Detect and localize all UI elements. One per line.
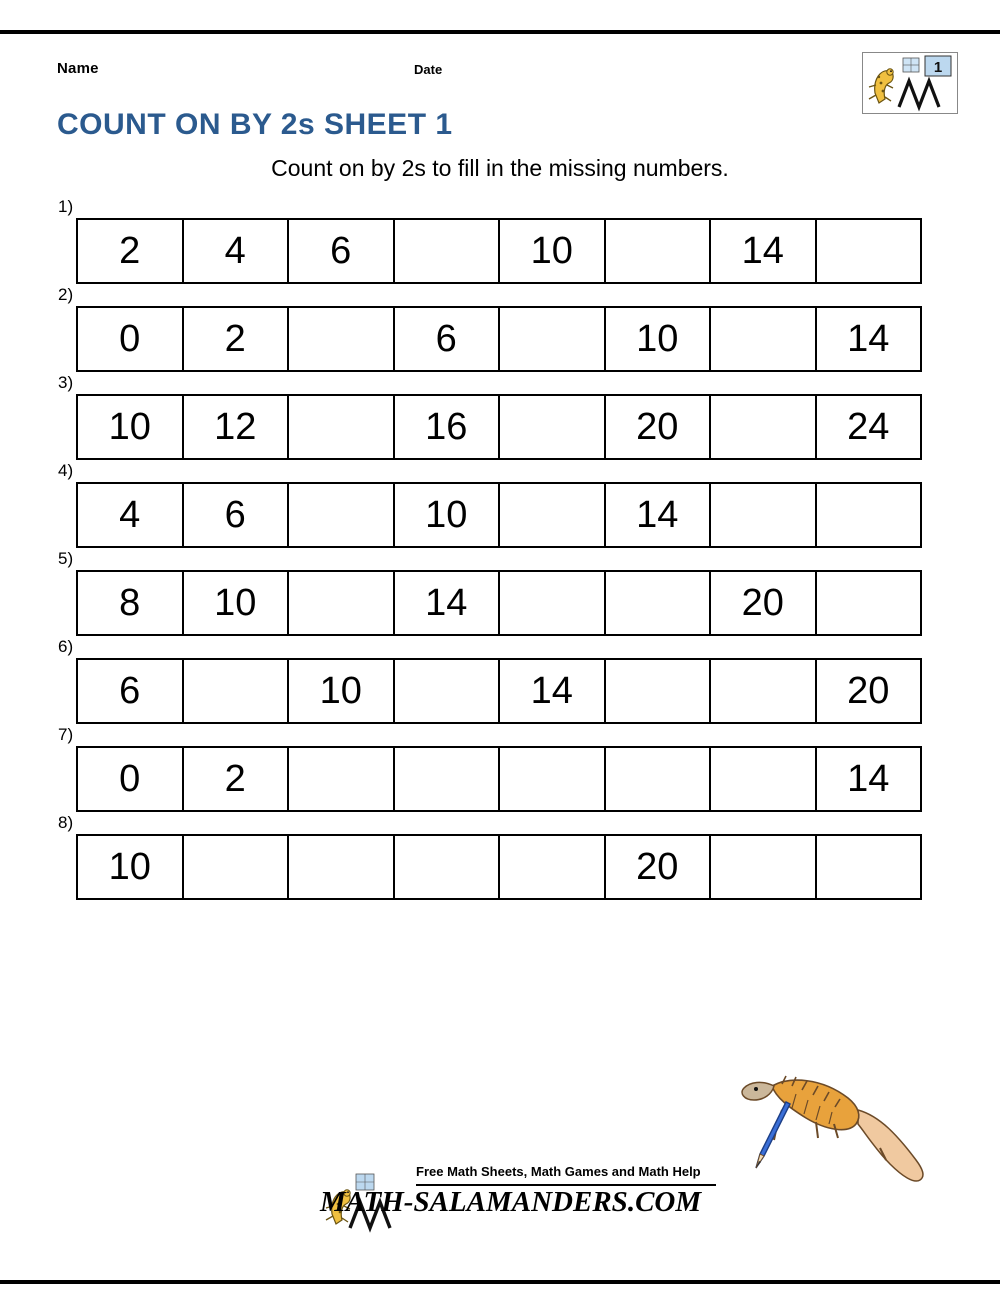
- sequence-row: [76, 834, 922, 900]
- instructions: Count on by 2s to fill in the missing numbers.: [271, 155, 729, 181]
- salamander-logo-icon: [863, 53, 957, 113]
- sequence-cell[interactable]: [817, 836, 921, 898]
- sequence-cell[interactable]: 20: [606, 396, 712, 458]
- name-label: Name: [57, 60, 99, 77]
- top-divider: [0, 30, 1000, 34]
- sequence-cell[interactable]: [606, 572, 712, 634]
- sequence-cell[interactable]: [711, 396, 817, 458]
- sequence-cell[interactable]: 14: [395, 572, 501, 634]
- sequence-cell[interactable]: 14: [847, 758, 890, 800]
- sequence-cell[interactable]: [500, 484, 606, 546]
- problem-7: [0, 724, 1000, 812]
- sequence-cell[interactable]: 4: [78, 484, 184, 546]
- sequence-cell[interactable]: [184, 660, 290, 722]
- sequence-cell[interactable]: [500, 572, 606, 634]
- sequence-cell[interactable]: 24: [847, 406, 890, 448]
- sequence-cell[interactable]: [395, 660, 501, 722]
- sequence-cell[interactable]: 4: [184, 220, 290, 282]
- sequence-row: [76, 570, 922, 636]
- sequence-cell[interactable]: [500, 308, 606, 370]
- sequence-row: [76, 658, 922, 724]
- sequence-cell[interactable]: 14: [711, 220, 817, 282]
- sequence-cell[interactable]: 14: [847, 318, 890, 360]
- problem-number: 8): [58, 813, 74, 832]
- sequence-cell[interactable]: [289, 748, 395, 810]
- sequence-cell[interactable]: 6: [184, 484, 290, 546]
- problem-8: [0, 812, 1000, 900]
- sequence-cell[interactable]: 16: [395, 396, 501, 458]
- problem-4: [0, 460, 1000, 548]
- footer-branding: [320, 1162, 720, 1242]
- sequence-cell[interactable]: [289, 484, 395, 546]
- sequence-row: [76, 746, 922, 812]
- sequence-cell[interactable]: [184, 836, 290, 898]
- sequence-cell[interactable]: 6: [289, 220, 395, 282]
- sequence-cell[interactable]: 8: [78, 572, 184, 634]
- sequence-cell[interactable]: 20: [606, 836, 712, 898]
- problem-number: 7): [58, 725, 74, 744]
- sequence-row: [76, 482, 922, 548]
- problem-5: [0, 548, 1000, 636]
- problem-number: 4): [58, 461, 74, 480]
- problem-number: 2): [58, 285, 74, 304]
- sequence-cell[interactable]: [395, 836, 501, 898]
- page-title: COUNT ON BY 2s SHEET 1: [57, 108, 453, 141]
- sequence-cell[interactable]: 20: [847, 670, 890, 712]
- sequence-cell[interactable]: 6: [78, 660, 184, 722]
- problem-6: [0, 636, 1000, 724]
- footer: [0, 1084, 1000, 1264]
- problem-1: [0, 196, 1000, 284]
- sequence-cell[interactable]: 10: [500, 220, 606, 282]
- sequence-cell[interactable]: 10: [606, 308, 712, 370]
- salamander-with-pencil-icon: [730, 1064, 940, 1194]
- sequence-cell[interactable]: [500, 836, 606, 898]
- sequence-cell[interactable]: [395, 748, 501, 810]
- sequence-cell[interactable]: 2: [78, 220, 184, 282]
- sequence-cell[interactable]: [606, 748, 712, 810]
- header-logo: [862, 52, 958, 114]
- sequence-cell[interactable]: 14: [606, 484, 712, 546]
- problem-list: [0, 196, 1000, 900]
- sequence-cell[interactable]: [711, 484, 817, 546]
- sequence-cell[interactable]: [289, 836, 395, 898]
- sequence-cell[interactable]: [711, 660, 817, 722]
- sequence-cell[interactable]: 0: [78, 308, 184, 370]
- sequence-cell[interactable]: [711, 836, 817, 898]
- sequence-cell[interactable]: [817, 484, 921, 546]
- sequence-cell[interactable]: [395, 220, 501, 282]
- problem-number: 5): [58, 549, 74, 568]
- sequence-cell[interactable]: [711, 308, 817, 370]
- footer-url: MATH-SALAMANDERS.COM: [320, 1186, 702, 1218]
- sequence-cell[interactable]: 10: [395, 484, 501, 546]
- date-label: Date: [414, 62, 443, 77]
- problem-3: [0, 372, 1000, 460]
- sequence-cell[interactable]: 12: [184, 396, 290, 458]
- bottom-divider: [0, 1280, 1000, 1284]
- sequence-cell[interactable]: 14: [500, 660, 606, 722]
- problem-2: [0, 284, 1000, 372]
- sequence-cell[interactable]: [289, 308, 395, 370]
- sequence-cell[interactable]: 10: [78, 396, 184, 458]
- sequence-cell[interactable]: [606, 660, 712, 722]
- sequence-cell[interactable]: [606, 220, 712, 282]
- sequence-cell[interactable]: [817, 220, 921, 282]
- sequence-cell[interactable]: 0: [78, 748, 184, 810]
- sequence-cell[interactable]: [711, 748, 817, 810]
- sequence-cell[interactable]: [500, 748, 606, 810]
- sequence-cell[interactable]: [500, 396, 606, 458]
- sequence-cell[interactable]: 6: [395, 308, 501, 370]
- sequence-cell[interactable]: [289, 572, 395, 634]
- sequence-cell[interactable]: 10: [78, 836, 184, 898]
- sequence-cell[interactable]: 10: [289, 660, 395, 722]
- problem-number: 6): [58, 637, 74, 656]
- sequence-cell[interactable]: [817, 572, 921, 634]
- problem-number: 3): [58, 373, 74, 392]
- sequence-row: [76, 306, 922, 372]
- sequence-row: [76, 218, 922, 284]
- sequence-cell[interactable]: 20: [711, 572, 817, 634]
- svg-text:1: 1: [933, 59, 943, 76]
- sequence-cell[interactable]: [289, 396, 395, 458]
- sequence-cell[interactable]: 10: [184, 572, 290, 634]
- footer-tagline: Free Math Sheets, Math Games and Math Help: [416, 1164, 701, 1179]
- sequence-cell[interactable]: 2: [184, 748, 290, 810]
- sequence-row: [76, 394, 922, 460]
- problem-number: 1): [58, 197, 74, 216]
- sequence-cell[interactable]: 2: [184, 308, 290, 370]
